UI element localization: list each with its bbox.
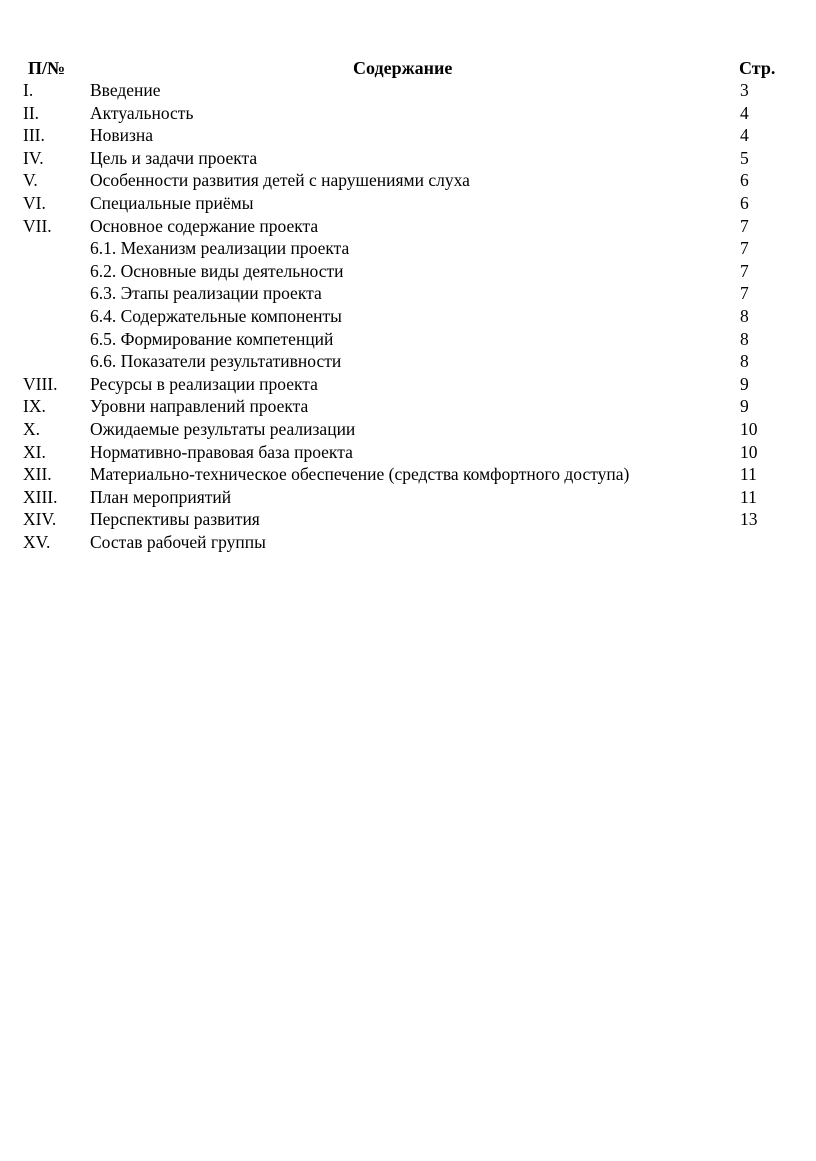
toc-row-number: III. bbox=[23, 125, 45, 146]
toc-row-page: 4 bbox=[740, 102, 749, 123]
toc-row bbox=[23, 373, 793, 396]
toc-row-title: Новизна bbox=[90, 125, 154, 146]
toc-row bbox=[23, 305, 793, 328]
toc-row-number: VI. bbox=[23, 192, 46, 213]
toc-row-page: 11 bbox=[740, 464, 757, 485]
toc-row-number: V. bbox=[23, 170, 38, 191]
toc-row-title: 6.6. Показатели результативности bbox=[90, 351, 342, 372]
toc-row-page: 3 bbox=[740, 80, 749, 100]
toc-row-number: XIV. bbox=[23, 509, 57, 530]
toc-row-page: 8 bbox=[740, 305, 749, 326]
toc-row-title: Нормативно-правовая база проекта bbox=[90, 441, 353, 462]
toc-row bbox=[23, 395, 793, 418]
toc-row bbox=[23, 260, 793, 283]
toc-row-title: План мероприятий bbox=[90, 486, 232, 507]
toc-row-page: 7 bbox=[740, 238, 749, 259]
toc-row bbox=[23, 237, 793, 260]
toc-row-page: 4 bbox=[740, 125, 749, 146]
toc-row bbox=[23, 508, 793, 531]
toc-row bbox=[23, 79, 793, 102]
toc-row bbox=[23, 169, 793, 192]
toc-row bbox=[23, 282, 793, 305]
toc-row-page: 9 bbox=[740, 373, 749, 394]
toc-row-title: 6.5. Формирование компетенций bbox=[90, 328, 334, 349]
toc-row-page: 13 bbox=[740, 509, 758, 530]
toc-row-title: Состав рабочей группы bbox=[90, 531, 266, 552]
toc-row bbox=[23, 463, 793, 486]
toc-row-number: XV. bbox=[23, 531, 51, 552]
toc-row-page: 7 bbox=[740, 215, 749, 236]
toc-row bbox=[23, 102, 793, 125]
toc-row-number: XI. bbox=[23, 441, 46, 462]
toc-row bbox=[23, 215, 793, 238]
toc-row-page: 6 bbox=[740, 170, 749, 191]
toc-row-number: XIII. bbox=[23, 486, 58, 507]
header-page-label: Стр. bbox=[739, 58, 776, 78]
toc-row-title: Основное содержание проекта bbox=[90, 215, 319, 236]
toc-header bbox=[23, 57, 793, 79]
toc-row-page: 8 bbox=[740, 351, 749, 372]
toc-row bbox=[23, 124, 793, 147]
toc-row-page: 11 bbox=[740, 486, 757, 507]
toc-row-number: X. bbox=[23, 418, 41, 439]
toc-row bbox=[23, 531, 793, 554]
toc-row-number: XII. bbox=[23, 464, 52, 485]
toc-row-title: Актуальность bbox=[90, 102, 194, 123]
toc-row-title: Перспективы развития bbox=[90, 509, 260, 530]
toc-row-number: II. bbox=[23, 102, 40, 123]
toc-row-page: 7 bbox=[740, 260, 749, 281]
toc-row-title: 6.2. Основные виды деятельности bbox=[90, 260, 344, 281]
toc-row-number: IX. bbox=[23, 396, 46, 417]
toc-row bbox=[23, 441, 793, 464]
toc-row-title: Введение bbox=[90, 80, 161, 100]
header-title-label: Содержание bbox=[353, 58, 453, 78]
toc-row-title: Специальные приёмы bbox=[90, 192, 254, 213]
toc-row-page: 5 bbox=[740, 147, 749, 168]
table-of-contents bbox=[23, 57, 793, 553]
toc-row-page: 10 bbox=[740, 418, 758, 439]
toc-row-page: 6 bbox=[740, 192, 749, 213]
toc-row bbox=[23, 147, 793, 170]
toc-row-page: 7 bbox=[740, 283, 749, 304]
toc-row-number: VIII. bbox=[23, 373, 58, 394]
toc-row-title: 6.3. Этапы реализации проекта bbox=[90, 283, 322, 304]
toc-row-title: Ожидаемые результаты реализации bbox=[90, 418, 356, 439]
toc-list bbox=[23, 79, 793, 553]
toc-row-title: 6.4. Содержательные компоненты bbox=[90, 305, 342, 326]
toc-row-page: 8 bbox=[740, 328, 749, 349]
toc-row-page: 9 bbox=[740, 396, 749, 417]
toc-row-title: Цель и задачи проекта bbox=[90, 147, 258, 168]
toc-row-title: Материально-техническое обеспечение (средства комфортного доступа) bbox=[90, 464, 630, 485]
toc-row bbox=[23, 418, 793, 441]
toc-row-number: IV. bbox=[23, 147, 44, 168]
toc-row-title: Ресурсы в реализации проекта bbox=[90, 373, 318, 394]
toc-row bbox=[23, 328, 793, 351]
toc-row-number: VII. bbox=[23, 215, 52, 236]
toc-row-title: 6.1. Механизм реализации проекта bbox=[90, 238, 350, 259]
toc-row-title: Уровни направлений проекта bbox=[90, 396, 309, 417]
toc-row bbox=[23, 486, 793, 509]
toc-row-title: Особенности развития детей с нарушениями слуха bbox=[90, 170, 470, 191]
toc-row-number: I. bbox=[23, 80, 34, 100]
toc-row bbox=[23, 192, 793, 215]
toc-row bbox=[23, 350, 793, 373]
header-number-label: П/№ bbox=[28, 58, 66, 78]
toc-row-page: 10 bbox=[740, 441, 758, 462]
